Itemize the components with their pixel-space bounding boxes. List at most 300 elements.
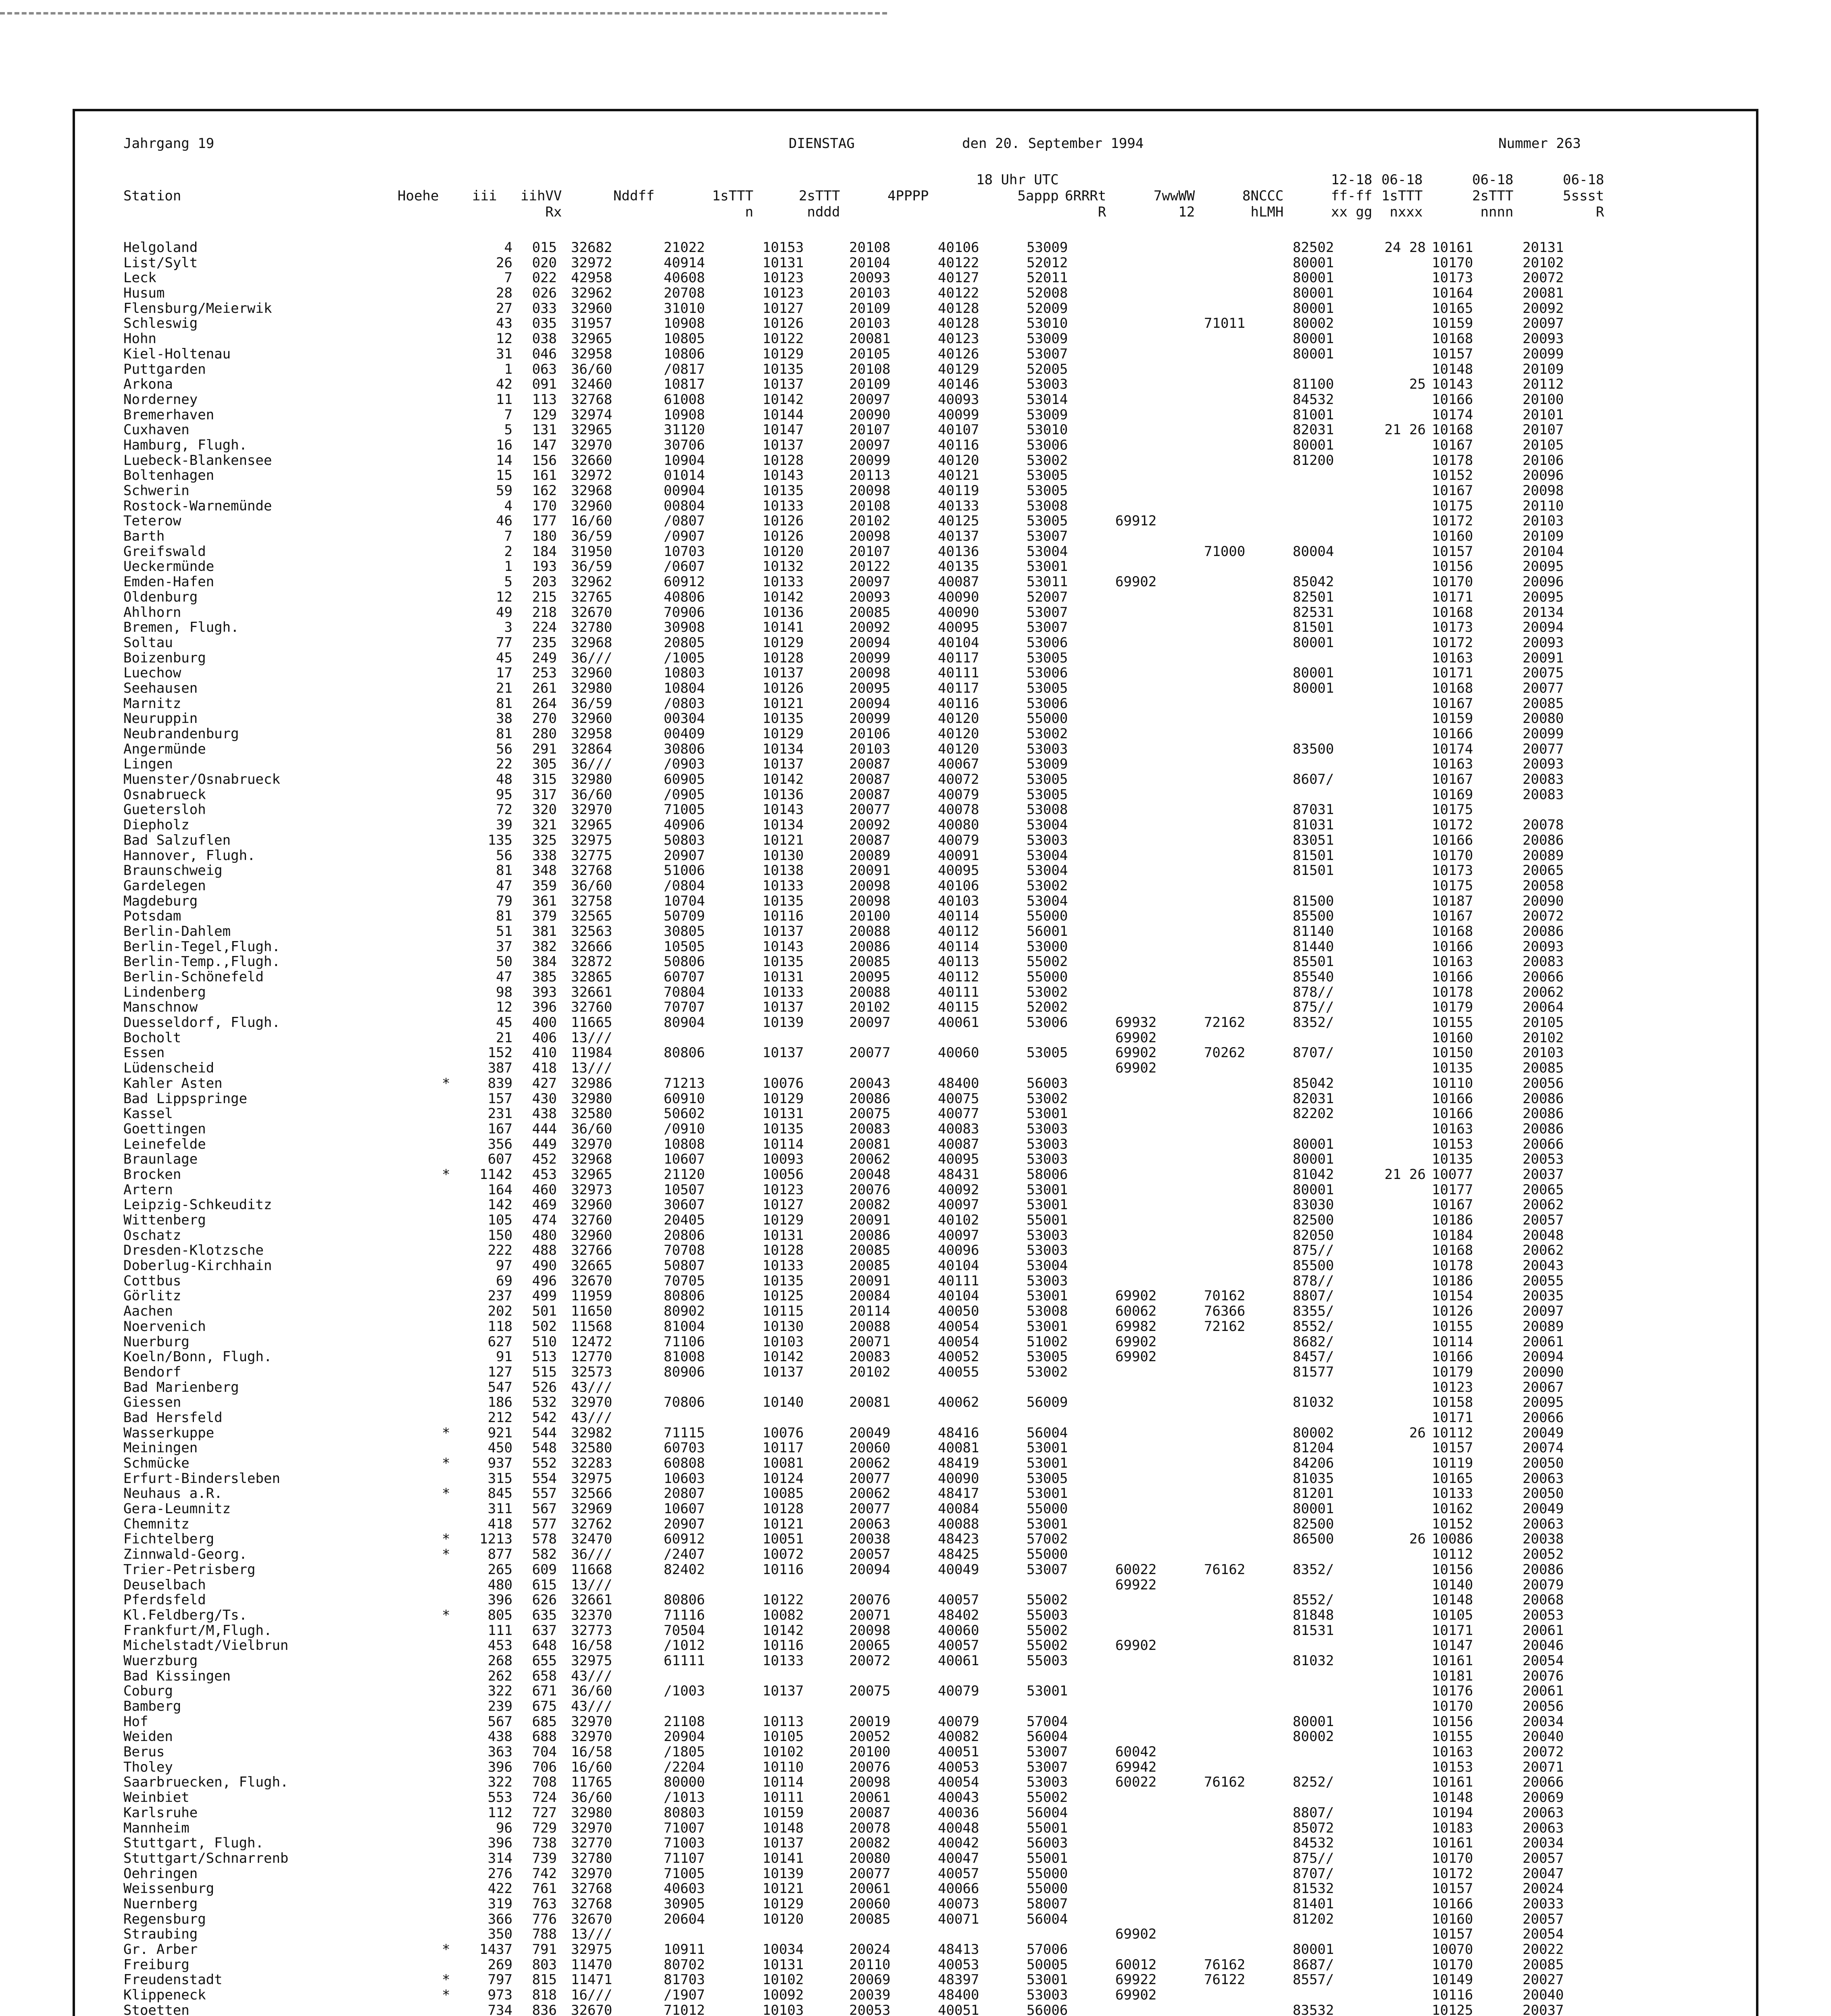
min-temp-group: 20097 bbox=[1523, 1303, 1564, 1320]
iihvv-group: 13/// bbox=[571, 1029, 612, 1046]
max-temp-group: 10168 bbox=[1432, 1242, 1473, 1259]
pressure-group: 40114 bbox=[938, 938, 979, 955]
temp-group: 10133 bbox=[762, 1258, 804, 1274]
column-header-top: 06-18 bbox=[1563, 172, 1604, 188]
cloud-group: 82531 bbox=[1293, 604, 1334, 621]
min-temp-group: 20061 bbox=[1523, 1683, 1564, 1699]
tendency-group: 55002 bbox=[1027, 1622, 1068, 1639]
dewpoint-group: 20110 bbox=[849, 1956, 891, 1973]
station-height: 7 bbox=[504, 270, 512, 286]
table-row bbox=[123, 1471, 1575, 1487]
temp-group: 10140 bbox=[762, 1394, 804, 1411]
min-temp-group: 20098 bbox=[1523, 483, 1564, 499]
nddff-group: 10607 bbox=[664, 1501, 705, 1517]
precip-group: 69902 bbox=[1115, 1987, 1157, 2004]
pressure-group: 48413 bbox=[938, 1941, 979, 1958]
cloud-group: 82502 bbox=[1293, 240, 1334, 256]
max-temp-group: 10169 bbox=[1432, 786, 1473, 803]
max-temp-group: 10178 bbox=[1432, 1258, 1473, 1274]
nddff-group: 10505 bbox=[664, 938, 705, 955]
nddff-group: 71007 bbox=[664, 1820, 705, 1836]
dewpoint-group: 20108 bbox=[849, 361, 891, 377]
pressure-group: 40104 bbox=[938, 634, 979, 651]
station-number: 499 bbox=[532, 1288, 557, 1304]
max-temp-group: 10170 bbox=[1432, 254, 1473, 271]
temp-group: 10051 bbox=[762, 1531, 804, 1547]
pressure-group: 40079 bbox=[938, 786, 979, 803]
pressure-group: 40052 bbox=[938, 1349, 979, 1365]
iihvv-group: 32762 bbox=[571, 1516, 612, 1532]
iihvv-group: 32960 bbox=[571, 498, 612, 514]
table-row bbox=[123, 529, 1575, 544]
station-number: 193 bbox=[532, 558, 557, 575]
station-height: 350 bbox=[487, 1926, 512, 1943]
cloud-group: 8707/ bbox=[1293, 1865, 1334, 1882]
table-row bbox=[123, 909, 1575, 924]
tendency-group: 53001 bbox=[1027, 1197, 1068, 1213]
station-height: 77 bbox=[496, 634, 512, 651]
tendency-group: 53003 bbox=[1027, 1227, 1068, 1243]
station-name: Schleswig bbox=[123, 315, 198, 332]
iihvv-group: 32965 bbox=[571, 1166, 612, 1183]
max-temp-group: 10148 bbox=[1432, 1789, 1473, 1806]
station-name: Kassel bbox=[123, 1106, 173, 1122]
temp-group: 10121 bbox=[762, 1881, 804, 1897]
column-header bbox=[1242, 172, 1283, 220]
tendency-group: 53008 bbox=[1027, 802, 1068, 818]
pressure-group: 40125 bbox=[938, 513, 979, 529]
min-temp-group: 20096 bbox=[1523, 574, 1564, 590]
station-name: Berus bbox=[123, 1744, 165, 1760]
iihvv-group: 11665 bbox=[571, 1014, 612, 1031]
table-row bbox=[123, 2003, 1575, 2016]
nddff-group: 40603 bbox=[664, 1881, 705, 1897]
cloud-group: 84532 bbox=[1293, 391, 1334, 408]
min-temp-group: 20027 bbox=[1523, 1972, 1564, 1988]
column-header-top bbox=[921, 172, 929, 188]
nddff-group: /1005 bbox=[664, 650, 705, 666]
station-name: Frankfurt/M,Flugh. bbox=[123, 1622, 272, 1639]
station-number: 359 bbox=[532, 877, 557, 894]
station-name: Luechow bbox=[123, 665, 181, 681]
min-temp-group: 20040 bbox=[1523, 1987, 1564, 2004]
pressure-group: 40043 bbox=[938, 1789, 979, 1806]
tendency-group: 55000 bbox=[1027, 1865, 1068, 1882]
dewpoint-group: 20095 bbox=[849, 680, 891, 696]
iihvv-group: 11470 bbox=[571, 1956, 612, 1973]
tendency-group: 53011 bbox=[1027, 574, 1068, 590]
cloud-group: 81042 bbox=[1293, 1166, 1334, 1183]
tendency-group: 53003 bbox=[1027, 1136, 1068, 1152]
table-row bbox=[123, 499, 1575, 514]
tendency-group: 58006 bbox=[1027, 1166, 1068, 1183]
station-height: 7 bbox=[504, 406, 512, 423]
precip-group: 69902 bbox=[1115, 1637, 1157, 1654]
station-name: Soltau bbox=[123, 634, 173, 651]
max-temp-group: 10148 bbox=[1432, 361, 1473, 377]
station-name: Guetersloh bbox=[123, 802, 206, 818]
dewpoint-group: 20081 bbox=[849, 1136, 891, 1152]
iihvv-group: 32960 bbox=[571, 1227, 612, 1243]
dewpoint-group: 20043 bbox=[849, 1075, 891, 1091]
table-row bbox=[123, 1866, 1575, 1882]
station-name: Greifswald bbox=[123, 543, 206, 560]
station-height: 450 bbox=[487, 1440, 512, 1456]
min-temp-group: 20056 bbox=[1523, 1698, 1564, 1714]
cloud-group: 80001 bbox=[1293, 331, 1334, 347]
column-header-bot: n bbox=[745, 204, 754, 220]
nddff-group: 80702 bbox=[664, 1956, 705, 1973]
station-name: Berlin-Schönefeld bbox=[123, 969, 264, 985]
cloud-group: 80001 bbox=[1293, 285, 1334, 302]
max-temp-group: 10143 bbox=[1432, 376, 1473, 393]
table-row bbox=[123, 1684, 1575, 1699]
nddff-group: 30806 bbox=[664, 741, 705, 757]
tendency-group: 52012 bbox=[1027, 254, 1068, 271]
nddff-group: 80806 bbox=[664, 1045, 705, 1061]
pressure-group: 40062 bbox=[938, 1394, 979, 1411]
column-header-mid: 1sTTT bbox=[712, 188, 754, 204]
cloud-group: 8557/ bbox=[1293, 1972, 1334, 1988]
min-temp-group: 20072 bbox=[1523, 270, 1564, 286]
tendency-group: 53003 bbox=[1027, 1151, 1068, 1168]
table-row bbox=[123, 1031, 1575, 1046]
nddff-group: 20604 bbox=[664, 1911, 705, 1927]
table-row bbox=[123, 1274, 1575, 1289]
station-number: 215 bbox=[532, 589, 557, 605]
min-temp-group: 20058 bbox=[1523, 877, 1564, 894]
station-number: 567 bbox=[532, 1501, 557, 1517]
column-header-top: 12-18 bbox=[1331, 172, 1373, 188]
iihvv-group: 32972 bbox=[571, 467, 612, 484]
tendency-group: 53007 bbox=[1027, 1561, 1068, 1578]
iihvv-group: 42958 bbox=[571, 270, 612, 286]
temp-group: 10116 bbox=[762, 1637, 804, 1654]
station-height: 480 bbox=[487, 1577, 512, 1593]
station-number: 180 bbox=[532, 528, 557, 545]
station-height: 79 bbox=[496, 893, 512, 909]
min-temp-group: 20083 bbox=[1523, 786, 1564, 803]
tendency-group: 53001 bbox=[1027, 1288, 1068, 1304]
station-height: 46 bbox=[496, 513, 512, 529]
station-number: 548 bbox=[532, 1440, 557, 1456]
pressure-group: 48431 bbox=[938, 1166, 979, 1183]
cloud-group: 85042 bbox=[1293, 1075, 1334, 1091]
pressure-group: 40072 bbox=[938, 771, 979, 788]
column-header-bot: R bbox=[1596, 204, 1604, 220]
table-row bbox=[123, 1076, 1575, 1091]
tendency-group: 53005 bbox=[1027, 1470, 1068, 1487]
nddff-group: 30905 bbox=[664, 1895, 705, 1912]
max-temp-group: 10177 bbox=[1432, 1181, 1473, 1198]
station-number: 635 bbox=[532, 1607, 557, 1623]
tendency-group: 53007 bbox=[1027, 604, 1068, 621]
column-header-mid: 2sTTT bbox=[799, 188, 840, 204]
nddff-group: 81703 bbox=[664, 1972, 705, 1988]
high-elevation-mark: * bbox=[442, 1972, 450, 1988]
cloud-group: 81501 bbox=[1293, 619, 1334, 636]
station-number: 532 bbox=[532, 1394, 557, 1411]
tendency-group: 50005 bbox=[1027, 1956, 1068, 1973]
table-row bbox=[123, 559, 1575, 575]
table-row bbox=[123, 575, 1575, 590]
temp-group: 10116 bbox=[762, 1561, 804, 1578]
station-number: 410 bbox=[532, 1045, 557, 1061]
station-height: 12 bbox=[496, 999, 512, 1016]
table-row bbox=[123, 1958, 1575, 1973]
iihvv-group: 32974 bbox=[571, 406, 612, 423]
dewpoint-group: 20065 bbox=[849, 1637, 891, 1654]
min-temp-group: 20090 bbox=[1523, 1364, 1564, 1380]
max-temp-group: 10170 bbox=[1432, 1698, 1473, 1714]
min-temp-group: 20102 bbox=[1523, 254, 1564, 271]
precip-group: 60022 bbox=[1115, 1561, 1157, 1578]
max-temp-group: 10166 bbox=[1432, 1895, 1473, 1912]
iihvv-group: 32775 bbox=[571, 847, 612, 864]
temp-group: 10134 bbox=[762, 817, 804, 833]
date-label: den 20. September 1994 bbox=[962, 135, 1144, 152]
max-temp-group: 10163 bbox=[1432, 1120, 1473, 1137]
station-height: 15 bbox=[496, 467, 512, 484]
iihvv-group: 32958 bbox=[571, 726, 612, 742]
tendency-group: 53009 bbox=[1027, 406, 1068, 423]
station-height: 845 bbox=[487, 1485, 512, 1502]
pressure-group: 40067 bbox=[938, 756, 979, 773]
nddff-group: 60912 bbox=[664, 1531, 705, 1547]
temp-group: 10130 bbox=[762, 847, 804, 864]
max-temp-group: 10153 bbox=[1432, 1759, 1473, 1775]
tendency-group: 53003 bbox=[1027, 376, 1068, 393]
station-height: 95 bbox=[496, 786, 512, 803]
tendency-group: 57006 bbox=[1027, 1941, 1068, 1958]
nddff-group: 21120 bbox=[664, 1166, 705, 1183]
table-row bbox=[123, 1638, 1575, 1654]
dewpoint-group: 20094 bbox=[849, 634, 891, 651]
dewpoint-group: 20087 bbox=[849, 1804, 891, 1821]
temp-group: 10129 bbox=[762, 1895, 804, 1912]
temp-group: 10142 bbox=[762, 391, 804, 408]
dewpoint-group: 20024 bbox=[849, 1941, 891, 1958]
station-height: 805 bbox=[487, 1607, 512, 1623]
station-number: 490 bbox=[532, 1258, 557, 1274]
temp-group: 10137 bbox=[762, 1045, 804, 1061]
pressure-group: 40122 bbox=[938, 254, 979, 271]
tendency-group: 53003 bbox=[1027, 1242, 1068, 1259]
table-row bbox=[123, 392, 1575, 408]
station-number: 836 bbox=[532, 2002, 557, 2016]
tendency-group: 53005 bbox=[1027, 771, 1068, 788]
station-number: 393 bbox=[532, 984, 557, 1000]
dewpoint-group: 20083 bbox=[849, 1120, 891, 1137]
dewpoint-group: 20089 bbox=[849, 847, 891, 864]
tendency-group: 56004 bbox=[1027, 1804, 1068, 1821]
tendency-group: 53004 bbox=[1027, 543, 1068, 560]
max-temp-group: 10168 bbox=[1432, 680, 1473, 696]
max-temp-group: 10167 bbox=[1432, 908, 1473, 925]
cloud-group: 81001 bbox=[1293, 406, 1334, 423]
pressure-group: 40082 bbox=[938, 1729, 979, 1745]
station-name: Hannover, Flugh. bbox=[123, 847, 256, 864]
column-header-top bbox=[1275, 172, 1283, 188]
station-height: 937 bbox=[487, 1455, 512, 1471]
tendency-group: 53000 bbox=[1027, 938, 1068, 955]
dewpoint-group: 20094 bbox=[849, 1561, 891, 1578]
cloud-group: 82031 bbox=[1293, 1090, 1334, 1107]
station-number: 280 bbox=[532, 726, 557, 742]
cloud-group: 82050 bbox=[1293, 1227, 1334, 1243]
dewpoint-group: 20103 bbox=[849, 315, 891, 332]
station-height: 212 bbox=[487, 1409, 512, 1426]
station-height: 396 bbox=[487, 1592, 512, 1608]
max-temp-group: 10157 bbox=[1432, 1881, 1473, 1897]
temp-group: 10129 bbox=[762, 1090, 804, 1107]
pressure-group: 40137 bbox=[938, 528, 979, 545]
station-number: 474 bbox=[532, 1212, 557, 1228]
temp-group: 10141 bbox=[762, 1850, 804, 1866]
weather-group: 71011 bbox=[1204, 315, 1246, 332]
nddff-group: 60912 bbox=[664, 574, 705, 590]
iihvv-group: 13/// bbox=[571, 1926, 612, 1943]
tendency-group: 53001 bbox=[1027, 1181, 1068, 1198]
nddff-group: 50807 bbox=[664, 1258, 705, 1274]
station-name: Tholey bbox=[123, 1759, 173, 1775]
high-elevation-mark: * bbox=[442, 1941, 450, 1958]
column-header-mid: 8NCCC bbox=[1242, 188, 1284, 204]
iihvv-group: 32580 bbox=[571, 1106, 612, 1122]
iihvv-group: 32661 bbox=[571, 984, 612, 1000]
max-temp-group: 10119 bbox=[1432, 1455, 1473, 1471]
station-table bbox=[123, 240, 1575, 2016]
iihvv-group: 32965 bbox=[571, 331, 612, 347]
station-name: Cuxhaven bbox=[123, 422, 190, 438]
min-temp-group: 20067 bbox=[1523, 1379, 1564, 1395]
tendency-group: 53008 bbox=[1027, 1303, 1068, 1320]
min-temp-group: 20048 bbox=[1523, 1227, 1564, 1243]
station-height: 322 bbox=[487, 1683, 512, 1699]
station-name: Marnitz bbox=[123, 695, 181, 712]
nddff-group: 60707 bbox=[664, 969, 705, 985]
dewpoint-group: 20098 bbox=[849, 1774, 891, 1791]
station-number: 253 bbox=[532, 665, 557, 681]
station-number: 026 bbox=[532, 285, 557, 302]
dewpoint-group: 20094 bbox=[849, 695, 891, 712]
station-height: 17 bbox=[496, 665, 512, 681]
column-header bbox=[1331, 172, 1372, 220]
temp-group: 10127 bbox=[762, 300, 804, 317]
iihvv-group: 43/// bbox=[571, 1409, 612, 1426]
iihvv-group: 32958 bbox=[571, 346, 612, 362]
iihvv-group: 32970 bbox=[571, 1820, 612, 1836]
iihvv-group: 32773 bbox=[571, 1622, 612, 1639]
pressure-group: 40036 bbox=[938, 1804, 979, 1821]
station-number: 063 bbox=[532, 361, 557, 377]
tendency-group: 53006 bbox=[1027, 437, 1068, 453]
column-header-top: 06-18 bbox=[1381, 172, 1423, 188]
iihvv-group: 13/// bbox=[571, 1060, 612, 1077]
cloud-group: 8607/ bbox=[1293, 771, 1334, 788]
iihvv-group: 36/60 bbox=[571, 1789, 612, 1806]
dewpoint-group: 20098 bbox=[849, 1622, 891, 1639]
iihvv-group: 32665 bbox=[571, 1258, 612, 1274]
table-row bbox=[123, 316, 1575, 331]
min-temp-group: 20095 bbox=[1523, 589, 1564, 605]
station-height: 157 bbox=[487, 1090, 512, 1107]
cloud-group: 82501 bbox=[1293, 589, 1334, 605]
iihvv-group: 32960 bbox=[571, 710, 612, 727]
dewpoint-group: 20098 bbox=[849, 665, 891, 681]
cloud-group: 8352/ bbox=[1293, 1561, 1334, 1578]
station-name: Emden-Hafen bbox=[123, 574, 215, 590]
iihvv-group: 32661 bbox=[571, 1592, 612, 1608]
nddff-group: 71005 bbox=[664, 1865, 705, 1882]
dewpoint-group: 20075 bbox=[849, 1106, 891, 1122]
iihvv-group: 32670 bbox=[571, 1272, 612, 1289]
station-number: 325 bbox=[532, 832, 557, 848]
station-height: 81 bbox=[496, 908, 512, 925]
tendency-group: 53005 bbox=[1027, 786, 1068, 803]
cloud-group: 80001 bbox=[1293, 1941, 1334, 1958]
tendency-group: 55001 bbox=[1027, 1820, 1068, 1836]
iihvv-group: 16/60 bbox=[571, 1759, 612, 1775]
tendency-group: 55003 bbox=[1027, 1652, 1068, 1669]
pressure-group: 40096 bbox=[938, 1242, 979, 1259]
station-number: 502 bbox=[532, 1318, 557, 1335]
station-height: 47 bbox=[496, 969, 512, 985]
tendency-group: 55002 bbox=[1027, 1592, 1068, 1608]
station-name: Stoetten bbox=[123, 2002, 190, 2016]
cloud-group: 80004 bbox=[1293, 543, 1334, 560]
dewpoint-group: 20100 bbox=[849, 1744, 891, 1760]
iihvv-group: 32864 bbox=[571, 741, 612, 757]
dewpoint-group: 20072 bbox=[849, 1652, 891, 1669]
max-temp-group: 10166 bbox=[1432, 938, 1473, 955]
weather-group: 71000 bbox=[1204, 543, 1246, 560]
temp-group: 10128 bbox=[762, 1501, 804, 1517]
max-temp-group: 10166 bbox=[1432, 1090, 1473, 1107]
tendency-group: 53001 bbox=[1027, 1455, 1068, 1471]
dewpoint-group: 20085 bbox=[849, 1242, 891, 1259]
station-height: 31 bbox=[496, 346, 512, 362]
table-row bbox=[123, 863, 1575, 879]
iihvv-group: 16/// bbox=[571, 1987, 612, 2004]
station-number: 577 bbox=[532, 1516, 557, 1532]
iihvv-group: 11568 bbox=[571, 1318, 612, 1335]
max-temp-group: 10105 bbox=[1432, 1607, 1473, 1623]
table-row bbox=[123, 1623, 1575, 1639]
station-number: 022 bbox=[532, 270, 557, 286]
min-temp-group: 20022 bbox=[1523, 1941, 1564, 1958]
tendency-group: 53010 bbox=[1027, 315, 1068, 332]
min-temp-group: 20093 bbox=[1523, 756, 1564, 773]
nddff-group: 10904 bbox=[664, 452, 705, 469]
table-row bbox=[123, 453, 1575, 469]
temp-group: 10137 bbox=[762, 999, 804, 1016]
station-height: 112 bbox=[487, 1804, 512, 1821]
nddff-group: 71115 bbox=[664, 1425, 705, 1441]
column-header-top bbox=[1187, 172, 1195, 188]
station-number: 554 bbox=[532, 1470, 557, 1487]
min-temp-group: 20101 bbox=[1523, 406, 1564, 423]
station-name: Erfurt-Bindersleben bbox=[123, 1470, 280, 1487]
nddff-group: 71213 bbox=[664, 1075, 705, 1091]
station-number: 788 bbox=[532, 1926, 557, 1943]
nddff-group: 82402 bbox=[664, 1561, 705, 1578]
max-temp-group: 10116 bbox=[1432, 1987, 1473, 2004]
nddff-group: 50803 bbox=[664, 832, 705, 848]
station-number: 156 bbox=[532, 452, 557, 469]
cloud-group: 81201 bbox=[1293, 1485, 1334, 1502]
station-name: Brocken bbox=[123, 1166, 181, 1183]
